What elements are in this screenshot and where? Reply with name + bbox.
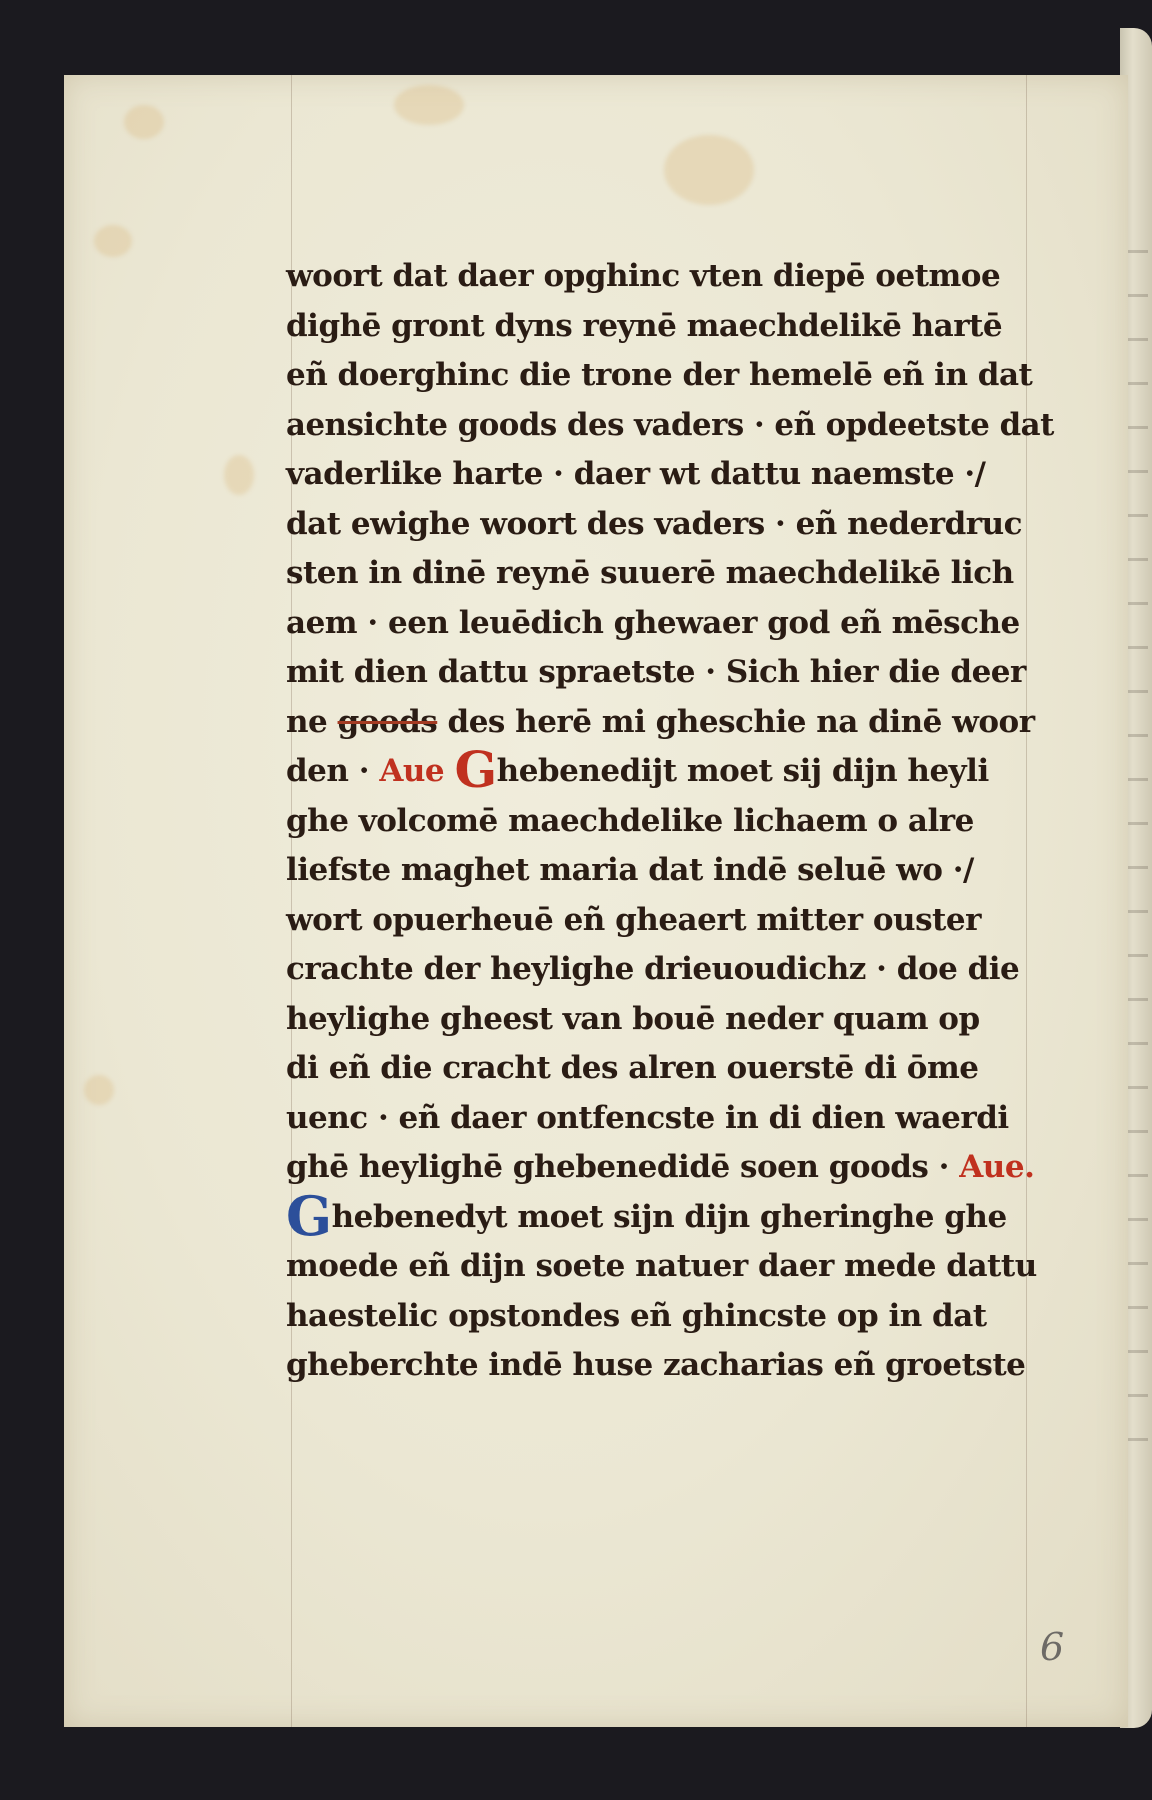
decorated-initial-red: G [454, 740, 497, 799]
text-line: gheberchte indē huse zacharias eñ groetste [286, 1347, 1026, 1383]
text-line: liefste maghet maria dat indē seluē wo ·/ [286, 852, 974, 888]
text-line: moede eñ dijn soete natuer daer mede dattu [286, 1248, 1037, 1284]
text-line: mit dien dattu spraetste · Sich hier die deer [286, 654, 1026, 690]
text-line: ne goods des herē mi gheschie na dinē woor [286, 703, 1035, 740]
text-line: uenc · eñ daer ontfencste in di dien waerdi [286, 1099, 1009, 1136]
text-line: eñ doerghinc die trone der hemelē eñ in dat [286, 357, 1033, 393]
text-line: woort dat daer opghinc vten diepē oetmoe [286, 258, 1001, 294]
parchment-stain [124, 105, 164, 139]
parchment-stain [84, 1075, 114, 1105]
folio-number: 6 [1040, 1625, 1065, 1669]
parchment-stain [224, 455, 254, 495]
text-line: wort opuerheuē eñ gheaert mitter ouster [286, 901, 981, 938]
text-line: sten in dinē reynē suuerē maechdelikē lich [286, 555, 1014, 591]
rubric-ave: Aue. [959, 1149, 1035, 1185]
text-line: aensichte goods des vaders · eñ opdeetste dat [286, 406, 1054, 443]
parchment-stain [394, 85, 464, 125]
text-line: Ghebenedyt moet sijn dijn gheringhe ghe [286, 1183, 1007, 1248]
text-column [286, 252, 1054, 1391]
text-line: dighē gront dyns reynē maechdelikē hartē [286, 307, 1003, 344]
text-line: ghē heylighē ghebenedidē soen goods · Aue. [286, 1149, 1035, 1185]
text-line: vaderlike harte · daer wt dattu naemste ·/ [286, 456, 986, 492]
text-line: di eñ die cracht des alren ouerstē di ōme [286, 1050, 979, 1086]
text-line: aem · een leuēdich ghewaer god eñ mēsche [286, 604, 1020, 641]
decorated-initial-blue: G [286, 1183, 332, 1248]
text-line: ghe volcomē maechdelike lichaem o alre [286, 802, 974, 839]
text-line: haestelic opstondes eñ ghincste op in dat [286, 1297, 987, 1334]
text-line: crachte der heylighe drieuoudichz · doe die [286, 951, 1020, 987]
text-line: dat ewighe woort des vaders · eñ nederdruc [286, 505, 1023, 542]
parchment-stain [94, 225, 132, 257]
struck-word: goods [337, 703, 438, 740]
parchment-stain [664, 135, 754, 205]
text-line: den · Aue Ghebenedijt moet sij dijn heyli [286, 740, 989, 799]
rubric-ave: Aue [379, 753, 445, 789]
text-line: heylighe gheest van bouē neder quam op [286, 1000, 980, 1037]
